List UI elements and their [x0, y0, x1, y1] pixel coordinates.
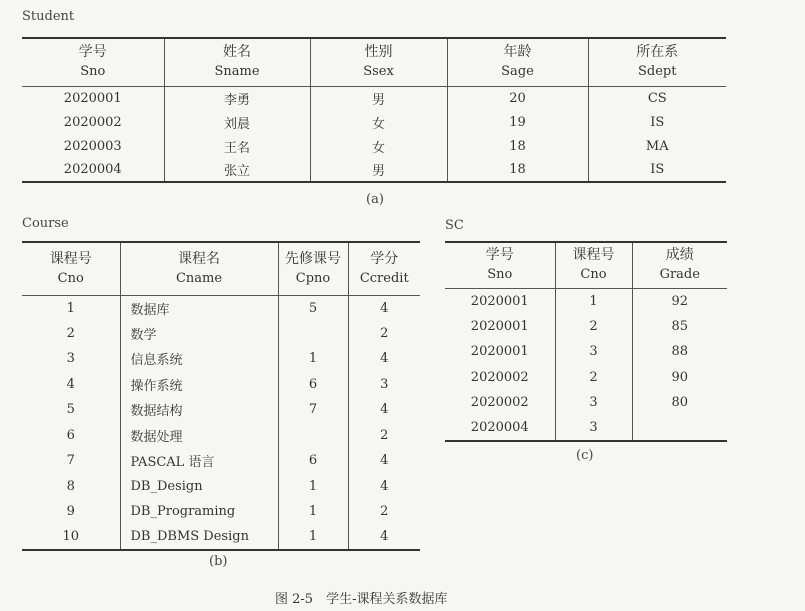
table-cell: 19 [447, 110, 588, 134]
table-cell: 2020002 [63, 114, 122, 130]
table-row [22, 499, 420, 525]
table-row [22, 397, 420, 423]
figure-caption: 图 2-5 学生-课程关系数据库 [275, 592, 448, 607]
table-row [445, 390, 727, 416]
table-cell: 2020001 [470, 318, 529, 334]
sc-header-grade: 成绩 Grade [632, 242, 727, 288]
table-cell: 2 [555, 314, 632, 340]
table-row [445, 288, 727, 314]
table-cell: 5 [278, 295, 348, 321]
table-row [22, 474, 420, 500]
table-cell: 男 [310, 158, 447, 182]
table-cell: 数学 [120, 321, 278, 347]
table-cell: 20 [447, 86, 588, 110]
table-cell: 数据库 [120, 295, 278, 321]
table-cell: CS [588, 86, 726, 110]
table-cell: 80 [632, 390, 727, 416]
table-cell: 3 [555, 416, 632, 442]
table-row [22, 158, 726, 182]
table-cell: 2 [555, 365, 632, 391]
table-cell: 1 [278, 525, 348, 551]
course-header-ccredit: 学分 Ccredit [348, 242, 420, 295]
table-cell: 操作系统 [120, 372, 278, 398]
table-cell: 4 [348, 397, 420, 423]
table-cell: 92 [632, 288, 727, 314]
table-cell: 1 [278, 474, 348, 500]
table-row [445, 339, 727, 365]
table-cell: 2 [348, 423, 420, 449]
sc-header-cno: 课程号 Cno [555, 242, 632, 288]
sc-header-sno: 学号 Sno [445, 242, 555, 288]
course-table-label: Course [22, 216, 69, 231]
table-cell: 2020001 [470, 344, 529, 360]
table-row [445, 416, 727, 442]
table-cell: 88 [632, 339, 727, 365]
sc-table [445, 241, 727, 442]
table-cell [278, 321, 348, 347]
table-cell: 7 [278, 397, 348, 423]
table-cell: 6 [278, 448, 348, 474]
table-row [22, 321, 420, 347]
table-cell: 3 [348, 372, 420, 398]
table-cell: 9 [66, 504, 75, 520]
table-row [22, 525, 420, 551]
table-row [445, 314, 727, 340]
table-cell: 1 [555, 288, 632, 314]
table-cell: 2020003 [63, 138, 122, 154]
table-cell: 3 [555, 339, 632, 365]
table-row [22, 134, 726, 158]
table-cell: 3 [66, 351, 75, 367]
table-cell: 王名 [164, 134, 310, 158]
table-row [22, 110, 726, 134]
table-cell: 4 [348, 525, 420, 551]
table-cell: 7 [66, 453, 75, 469]
table-cell: 信息系统 [120, 346, 278, 372]
table-cell: 4 [348, 295, 420, 321]
table-row [22, 346, 420, 372]
table-cell: MA [588, 134, 726, 158]
table-cell: DB_DBMS Design [120, 525, 278, 551]
table-cell: 18 [447, 134, 588, 158]
table-cell: 2020004 [470, 420, 529, 436]
student-header-sage: 年龄 Sage [447, 38, 588, 86]
table-cell: 2020002 [470, 369, 529, 385]
table-cell: 数据处理 [120, 423, 278, 449]
student-subcaption: (a) [366, 192, 384, 207]
table-cell: 4 [66, 376, 75, 392]
course-header-cname: 课程名 Cname [120, 242, 278, 295]
table-cell: 男 [310, 86, 447, 110]
student-header-sname: 姓名 Sname [164, 38, 310, 86]
student-header-ssex: 性别 Ssex [310, 38, 447, 86]
student-header-sdept: 所在系 Sdept [588, 38, 726, 86]
sc-subcaption: (c) [576, 448, 594, 463]
table-cell: 4 [348, 474, 420, 500]
table-cell: 2 [66, 325, 75, 341]
table-cell: 4 [348, 448, 420, 474]
student-table [22, 37, 726, 183]
table-cell: IS [588, 158, 726, 182]
table-cell: 5 [66, 402, 75, 418]
table-cell: 张立 [164, 158, 310, 182]
table-cell: 6 [278, 372, 348, 398]
table-cell: 女 [310, 134, 447, 158]
sc-table-label: SC [445, 218, 464, 233]
table-cell [278, 423, 348, 449]
table-cell: 90 [632, 365, 727, 391]
table-cell: 2 [348, 499, 420, 525]
table-cell: 2020002 [470, 395, 529, 411]
table-row [22, 86, 726, 110]
table-cell: IS [588, 110, 726, 134]
table-row [445, 365, 727, 391]
table-cell: 4 [348, 346, 420, 372]
table-cell: 1 [66, 300, 75, 316]
course-header-cpno: 先修课号 Cpno [278, 242, 348, 295]
table-cell [632, 416, 727, 442]
table-cell: 刘晨 [164, 110, 310, 134]
table-cell: DB_Programing [120, 499, 278, 525]
table-cell: 女 [310, 110, 447, 134]
table-cell: PASCAL 语言 [120, 448, 278, 474]
table-cell: 2020004 [63, 162, 122, 177]
table-row [22, 448, 420, 474]
table-cell: 10 [62, 529, 80, 545]
student-table-label: Student [22, 9, 75, 24]
table-cell: 数据结构 [120, 397, 278, 423]
table-cell: 1 [278, 346, 348, 372]
table-cell: 2020001 [470, 293, 529, 309]
table-cell: 18 [447, 158, 588, 182]
table-row [22, 295, 420, 321]
table-cell: 2020001 [63, 90, 122, 106]
table-cell: 85 [632, 314, 727, 340]
table-cell: 2 [348, 321, 420, 347]
course-subcaption: (b) [209, 554, 228, 569]
course-table [22, 241, 420, 551]
table-cell: 3 [555, 390, 632, 416]
course-header-cno: 课程号 Cno [22, 242, 120, 295]
student-header-sno: 学号 Sno [22, 38, 164, 86]
table-cell: 1 [278, 499, 348, 525]
table-cell: 李勇 [164, 86, 310, 110]
table-row [22, 423, 420, 449]
table-row [22, 372, 420, 398]
table-cell: 8 [66, 478, 75, 494]
table-cell: 6 [66, 427, 75, 443]
table-cell: DB_Design [120, 474, 278, 500]
